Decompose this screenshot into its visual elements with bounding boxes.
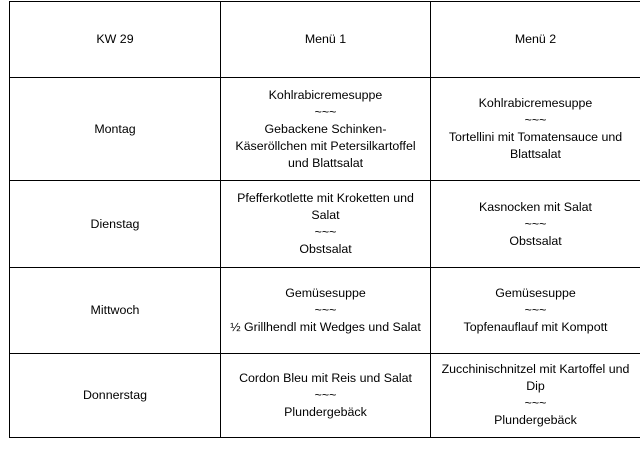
menu2-cell xyxy=(431,353,640,437)
menu1-cell xyxy=(221,353,431,437)
day-label: Mittwoch xyxy=(10,267,221,353)
day-label: Montag xyxy=(10,78,221,181)
day-row-donnerstag xyxy=(10,353,640,437)
menu-separator: ~~~ xyxy=(524,302,547,317)
menu-line: Dip xyxy=(526,379,545,394)
menu1-header: Menü 1 xyxy=(221,2,431,78)
menu-line: Gebackene Schinken- xyxy=(264,121,387,136)
header-row xyxy=(10,2,640,78)
menu-line: Blattsalat xyxy=(510,147,561,162)
menu-line: Kohlrabicremesuppe xyxy=(478,96,593,111)
menu2-header: Menü 2 xyxy=(431,2,640,78)
menu-line: Plundergebäck xyxy=(284,404,367,419)
menu-line: Plundergebäck xyxy=(494,413,577,428)
menu2-cell xyxy=(431,181,640,267)
menu-separator: ~~~ xyxy=(314,225,337,239)
day-row-dienstag xyxy=(10,181,640,267)
menu1-cell xyxy=(221,267,431,353)
menu-line: und Blattsalat xyxy=(287,155,364,170)
menu-line: Kohlrabicremesuppe xyxy=(268,87,383,102)
menu-separator: ~~~ xyxy=(524,113,547,128)
menu2-cell xyxy=(431,78,640,181)
menu-separator: ~~~ xyxy=(314,302,337,317)
menu-line: Käseröllchen mit Petersilkartoffel xyxy=(235,138,416,153)
menu-line: Salat xyxy=(311,208,340,222)
day-label: Donnerstag xyxy=(10,353,221,437)
menu-separator: ~~~ xyxy=(524,396,547,411)
menu-line: Tortellini mit Tomatensauce und xyxy=(448,130,623,145)
menu2-cell xyxy=(431,267,640,353)
menu-separator: ~~~ xyxy=(524,216,547,231)
week-header: KW 29 xyxy=(10,2,221,78)
menu-line: Gemüsesuppe xyxy=(495,285,576,300)
menu-line: Pfefferkotlette mit Kroketten und xyxy=(237,191,414,205)
menu-line: ½ Grillhendl mit Wedges und Salat xyxy=(230,319,421,334)
menu-line: Cordon Bleu mit Reis und Salat xyxy=(239,370,412,385)
menu-line: Topfenauflauf mit Kompott xyxy=(463,319,608,334)
menu-line: Gemüsesuppe xyxy=(285,285,366,300)
day-row-montag xyxy=(10,78,640,181)
menu1-cell xyxy=(221,181,431,267)
menu-line: Zucchinischnitzel mit Kartoffel und xyxy=(441,362,630,377)
menu-line: Obstsalat xyxy=(299,242,352,256)
day-label: Dienstag xyxy=(10,181,221,267)
menu-separator: ~~~ xyxy=(314,387,337,402)
menu-separator: ~~~ xyxy=(314,104,337,119)
menu-line: Kasnocken mit Salat xyxy=(479,199,592,214)
menu-line: Obstsalat xyxy=(509,233,562,248)
day-row-mittwoch xyxy=(10,267,640,353)
menu1-cell xyxy=(221,78,431,181)
weekly-menu-table xyxy=(9,1,640,438)
